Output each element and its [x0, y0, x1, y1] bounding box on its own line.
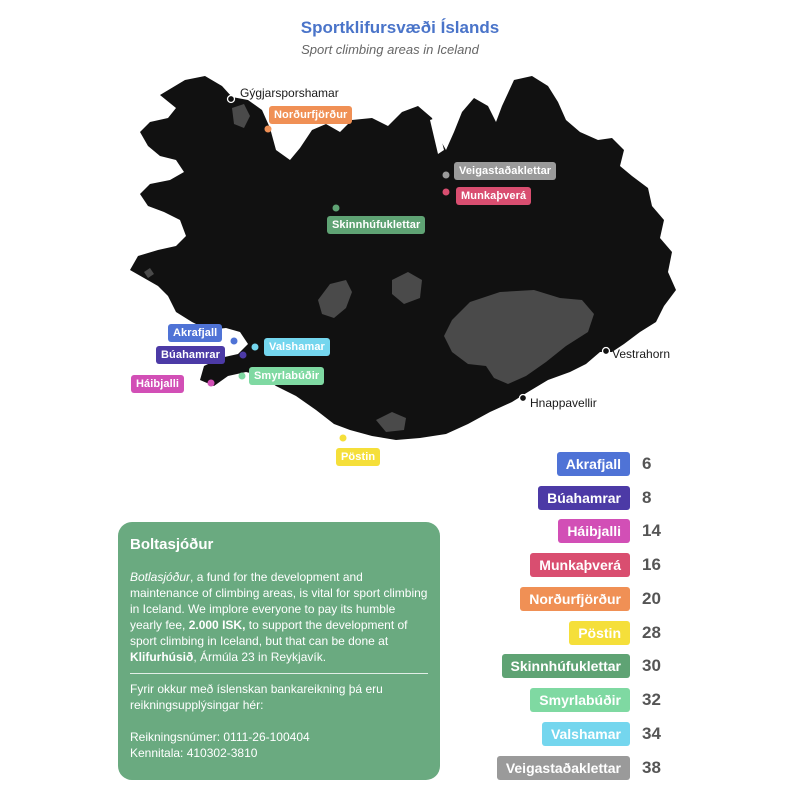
legend-item[interactable]	[440, 519, 661, 543]
site-label-skinnhufuklettar: Skinnhúfuklettar	[327, 216, 425, 234]
legend-badge: Búahamrar	[538, 486, 630, 510]
fund-place: Klifurhúsið	[130, 650, 194, 664]
marker-munkathvera	[443, 189, 450, 196]
fund-text-c: , Ármúla 23 in Reykjavík.	[193, 650, 327, 664]
site-label-smyrlabudir: Smyrlabúðir	[249, 367, 324, 385]
legend-page-number: 34	[642, 724, 661, 743]
marker-smyrlabudir	[239, 373, 246, 380]
legend-page-number: 30	[642, 656, 661, 675]
legend-page-number: 28	[642, 623, 661, 642]
legend-item[interactable]	[440, 621, 661, 645]
legend-page-number: 38	[642, 758, 661, 777]
legend-item[interactable]	[440, 452, 652, 476]
fund-info-box	[118, 522, 440, 780]
site-label-valshamar: Valshamar	[264, 338, 330, 356]
page-title: Sportklifursvæði Íslands	[300, 18, 500, 37]
fund-account-number: Reikningsnúmer: 0111-26-100404	[130, 730, 310, 744]
legend-page-number: 8	[642, 488, 652, 507]
marker-postin	[340, 435, 347, 442]
site-label-nordurfjordur: Norðurfjörður	[269, 106, 352, 124]
marker-akrafjall	[231, 338, 238, 345]
fund-text-b: to support the development of sport climbing in Iceland, but that can be done at	[130, 618, 408, 648]
legend-badge: Munkaþverá	[530, 553, 630, 577]
marker-veigastadaklettar	[443, 172, 450, 179]
site-label-munkathvera: Munkaþverá	[456, 187, 531, 205]
fund-kennitala: Kennitala: 410302-3810	[130, 746, 258, 760]
marker-valshamar	[252, 344, 259, 351]
legend-item[interactable]	[440, 553, 661, 577]
place-label-hnappavellir: Hnappavellir	[530, 396, 597, 410]
marker-gygjarsporshamar	[228, 96, 235, 103]
legend-badge: Háibjalli	[558, 519, 630, 543]
marker-buahamrar	[240, 352, 247, 359]
legend-page-number: 32	[642, 690, 661, 709]
marker-nordurfjordur	[265, 126, 272, 133]
marker-haibjalli	[208, 380, 215, 387]
legend-page-number: 16	[642, 555, 661, 574]
site-label-akrafjall: Akrafjall	[168, 324, 222, 342]
legend-page-number: 14	[642, 521, 661, 540]
marker-vestrahorn	[603, 348, 610, 355]
place-label-vestrahorn: Vestrahorn	[612, 347, 671, 361]
legend-item[interactable]	[440, 654, 661, 678]
site-label-veigastadaklettar: Veigastaðaklettar	[454, 162, 556, 180]
legend-badge: Valshamar	[542, 722, 630, 746]
legend-badge: Smyrlabúðir	[530, 688, 630, 712]
legend-badge: Akrafjall	[557, 452, 630, 476]
site-label-postin: Pöstin	[336, 448, 380, 466]
legend-item[interactable]	[440, 756, 661, 780]
legend-badge: Norðurfjörður	[520, 587, 630, 611]
fund-fee: 2.000 ISK,	[188, 618, 246, 632]
place-label-gygjarsporshamar: Gýgjarsporshamar	[240, 86, 339, 100]
legend-badge: Veigastaðaklettar	[497, 756, 630, 780]
legend-item[interactable]	[440, 587, 661, 611]
legend-badge: Pöstin	[569, 621, 630, 645]
legend-page-number: 6	[642, 454, 652, 473]
marker-hnappavellir	[520, 395, 527, 402]
site-label-haibjalli: Háibjalli	[131, 375, 184, 393]
fund-name: Botlasjóður	[130, 570, 191, 584]
legend-item[interactable]	[440, 688, 661, 712]
legend-badge: Skinnhúfuklettar	[502, 654, 630, 678]
fund-title: Boltasjóður	[130, 536, 214, 553]
fund-divider	[130, 673, 428, 674]
marker-skinnhufuklettar	[333, 205, 340, 212]
legend-item[interactable]	[440, 722, 661, 746]
legend-item[interactable]	[440, 486, 652, 510]
site-label-buahamrar: Búahamrar	[156, 346, 225, 364]
fund-icelandic-note: Fyrir okkur með íslenskan bankareikning þá eru reikningsupplýsingar hér:	[130, 682, 383, 712]
fund-text-a: , a fund for the development and maintenance of climbing areas, is vital for sport climbing in Iceland. We implore everyone to pay its humble yearly fee,	[130, 570, 428, 632]
page-subtitle: Sport climbing areas in Iceland	[301, 42, 479, 57]
legend-page-number: 20	[642, 589, 661, 608]
fund-description	[130, 569, 428, 665]
